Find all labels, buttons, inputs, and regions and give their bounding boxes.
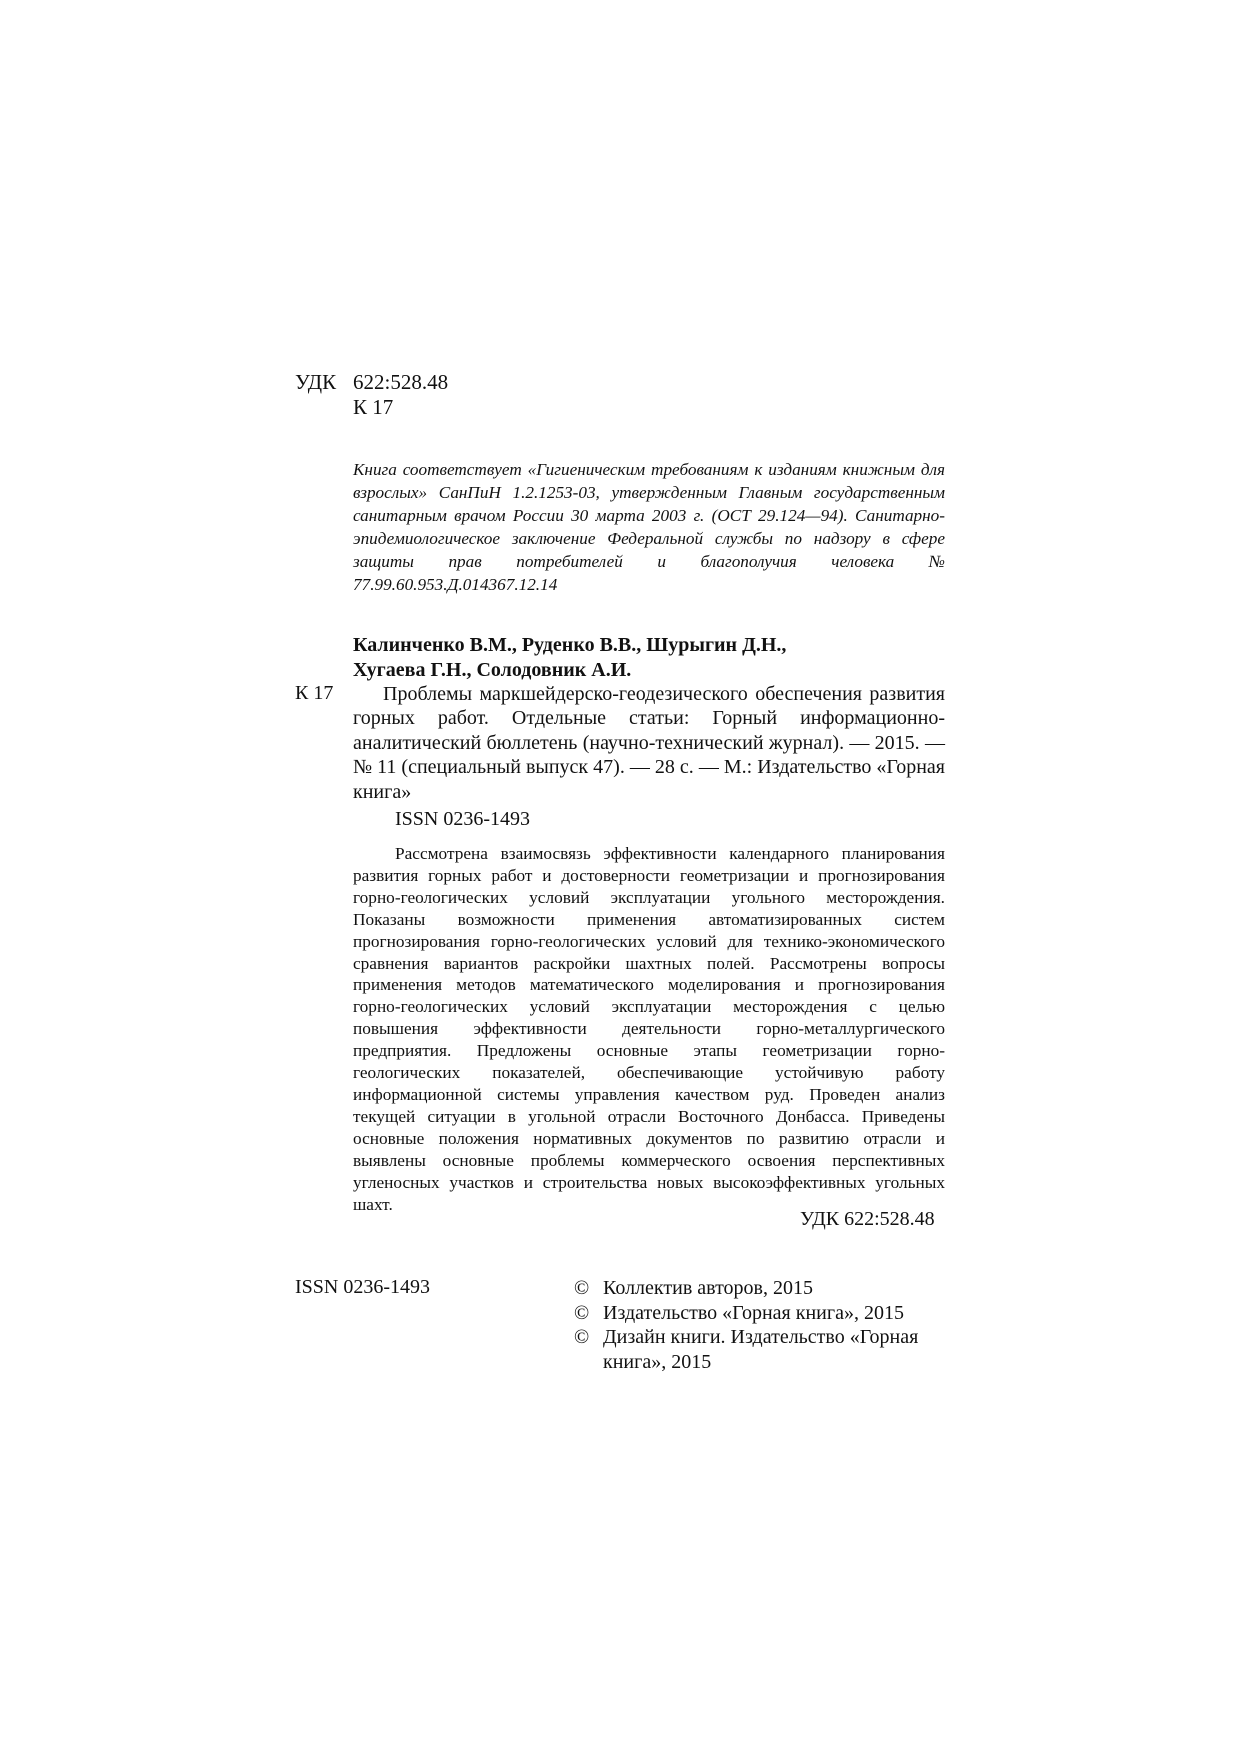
copyright-text: Издательство «Горная книга», 2015 (603, 1301, 904, 1324)
copyright-text: Дизайн книги. Издательство «Горная книга», 2015 (603, 1326, 919, 1373)
copyright-item (574, 1325, 974, 1374)
copyright-icon: © (574, 1277, 590, 1299)
udk-code: 622:528.48 (353, 370, 449, 394)
author-mark: К 17 (353, 395, 394, 419)
udk-label: УДК (295, 370, 337, 394)
authors-line-1: Калинченко В.М., Руденко В.В., Шурыгин Д.Н., (353, 634, 787, 656)
copyright-icon: © (574, 1301, 590, 1324)
issn-main: ISSN 0236-1493 (395, 808, 531, 830)
shelfmark: К 17 (295, 682, 334, 704)
bibliographic-description: Проблемы маркшейдерско-геодезического обеспечения развития горных работ. Отдельные статьи: Горный информационно-аналитический бюллетень (научно-технический журнал). — 2015. — № 11 (специальный выпуск 47). — 28 с. — М.: Издательство «Горная книга» (353, 683, 945, 803)
issn-footer: ISSN 0236-1493 (295, 1276, 431, 1298)
copyright-block (574, 1276, 974, 1374)
hygiene-notice: Книга соответствует «Гигиеническим требованиям к изданиям книжным для взрослых» СанПиН 1.2.1253-03, утвержденным Главным государственным санитарным врачом России 30 марта 2003 г. (ОСТ 29.124—94). Санитарно-эпидемиологическое заключение Федеральной службы по надзору в сфере защиты прав потребителей и благополучия человека № 77.99.60.953.Д.014367.12.14 (353, 460, 945, 594)
copyright-icon: © (574, 1326, 590, 1348)
copyright-text: Коллектив авторов, 2015 (603, 1277, 813, 1299)
copyright-item (574, 1276, 974, 1301)
authors (353, 633, 953, 682)
abstract: Рассмотрена взаимосвязь эффективности календарного планирования развития горных работ и достоверности геометризации и прогнозирования горно-геологических условий эксплуатации угольного месторождения. Показаны возможности применения автоматизированных систем прогнозирования горно-геологических условий для технико-экономического сравнения вариантов раскройки шахтных полей. Рассмотрены вопросы применения методов математического моделирования и прогнозирования горно-геологических условий эксплуатации месторождения с целью повышения эффективности деятельности горно-металлургического предприятия. Предложены основные этапы геометризации горно-геологических показателей, обеспечивающие устойчивую работу информационной системы управления качеством руд. Проведен анализ текущей ситуации в угольной отрасли Восточного Донбасса. Приведены основные положения нормативных документов по развитию отрасли и выявлены основные проблемы коммерческого освоения перспективных угленосных участков и строительства новых высокоэффективных угольных шахт. (353, 844, 945, 1214)
copyright-item (574, 1301, 974, 1326)
authors-line-2: Хугаева Г.Н., Солодовник А.И. (353, 658, 632, 681)
udk-footer: УДК 622:528.48 (800, 1208, 935, 1230)
